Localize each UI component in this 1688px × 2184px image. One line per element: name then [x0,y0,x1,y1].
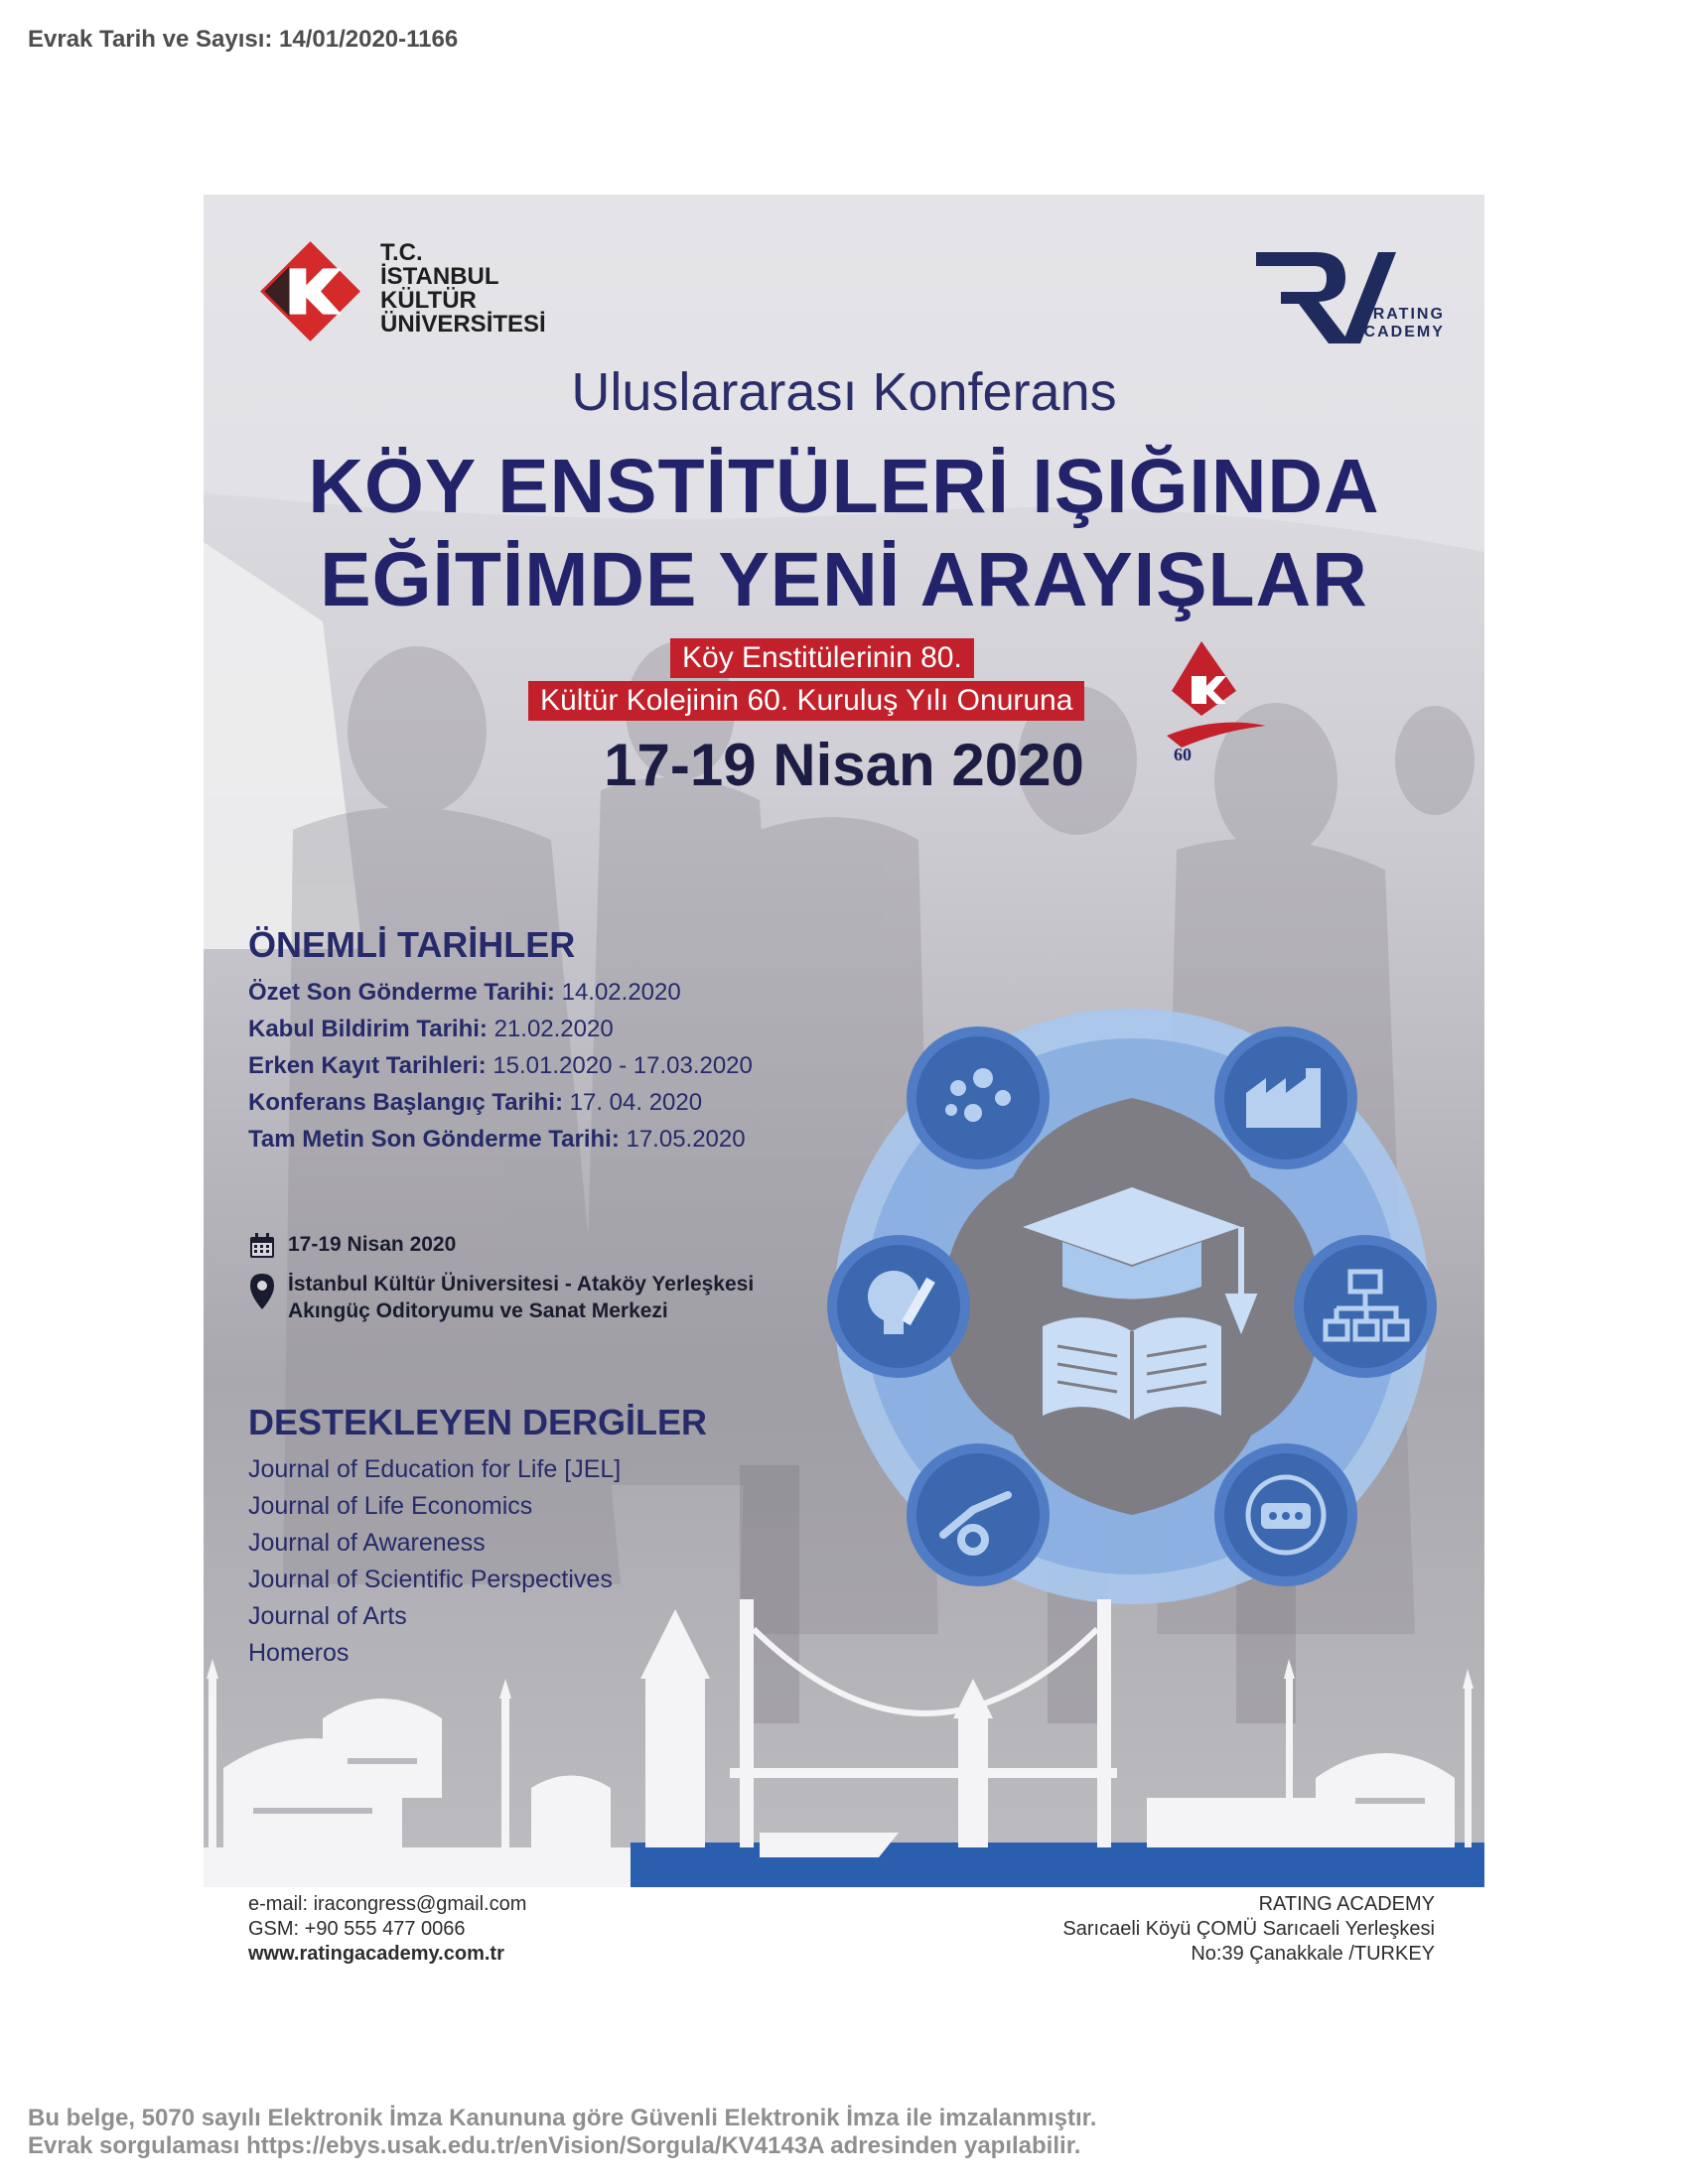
journal-item: Journal of Scientific Perspectives [248,1566,613,1593]
rating-academy-wordmark [1350,306,1445,341]
event-dates: 17-19 Nisan 2020 [604,732,1084,798]
important-date-item [248,1089,702,1117]
date-value: 17. 04. 2020 [569,1089,703,1116]
lightbulb-pencil-icon [827,1235,970,1378]
conference-title-line2: EĞİTİMDE YENİ ARAYIŞLAR [320,537,1368,622]
important-date-item [248,1126,746,1154]
kk-60-text: 60 [1174,745,1192,764]
important-dates-title: ÖNEMLİ TARİHLER [248,924,576,965]
date-label: Erken Kayıt Tarihleri: [248,1052,487,1079]
journal-item: Journal of Arts [248,1602,407,1630]
address-line3: No:39 Çanakkale /TURKEY [1191,1943,1435,1965]
date-label: Özet Son Gönderme Tarihi: [248,979,555,1006]
venue-location-line2: Akıngüç Oditoryumu ve Sanat Merkezi [288,1299,668,1322]
venue-location-line1: İstanbul Kültür Üniversitesi - Ataköy Yerleşkesi [288,1273,755,1296]
date-label: Kabul Bildirim Tarihi: [248,1016,488,1042]
venue-date-row [248,1232,765,1262]
contact-website: www.ratingacademy.com.tr [248,1943,504,1965]
conference-title-line1: KÖY ENSTİTÜLERİ IŞIĞINDA [308,444,1380,529]
date-value: 17.05.2020 [626,1126,746,1153]
university-line: İSTANBUL [380,263,499,290]
university-name [380,241,546,337]
date-value: 15.01.2020 - 17.03.2020 [492,1052,753,1079]
calendar-icon [248,1232,276,1266]
subtitle-line2: Kültür Kolejinin 60. Kuruluş Yılı Onuruna [528,681,1084,721]
organizer-address [1062,1892,1435,1967]
conference-poster [204,195,1484,1981]
e-signature-notice [28,2105,1096,2160]
robot-arm-icon [907,1443,1050,1586]
venue-location-row [248,1272,804,1327]
date-label: Konferans Başlangıç Tarihi: [248,1089,563,1116]
date-value: 21.02.2020 [493,1016,614,1042]
journal-item: Journal of Awareness [248,1529,486,1557]
date-value: 14.02.2020 [561,979,681,1006]
istanbul-kultur-university-logo [258,239,362,348]
important-date-item [248,1016,614,1043]
education-ring-graphic [824,999,1440,1619]
journal-item: Journal of Life Economics [248,1492,533,1520]
important-date-item [248,979,681,1007]
footer-line2: Evrak sorgulaması https://ebys.usak.edu.tr/enVision/Sorgula/KV4143A adresinden yapılabilir. [28,2132,1081,2159]
subtitle-line1: Köy Enstitülerinin 80. [670,638,974,678]
istanbul-skyline-illustration [204,1570,1484,1892]
important-date-item [248,1052,753,1080]
address-line2: Sarıcaeli Köyü ÇOMÜ Sarıcaeli Yerleşkesi [1062,1918,1435,1940]
journal-item: Homeros [248,1639,350,1667]
date-label: Tam Metin Son Gönderme Tarihi: [248,1126,620,1153]
factory-icon [1214,1026,1357,1169]
university-line: KÜLTÜR [380,287,477,314]
contact-info [248,1892,526,1967]
university-line: ÜNİVERSİTESİ [380,311,546,338]
address-line1: RATING ACADEMY [1258,1893,1435,1915]
contact-email: e-mail: iracongress@gmail.com [248,1893,527,1915]
ra-line: ACADEMY [1350,324,1445,341]
footer-line1: Bu belge, 5070 sayılı Elektronik İmza Kanununa göre Güvenli Elektronik İmza ile imzalanmıştır. [28,2105,1097,2131]
hierarchy-icon [1294,1235,1437,1378]
conference-type: Uluslararası Konferans [571,362,1117,422]
venue-date: 17-19 Nisan 2020 [288,1233,457,1256]
supporting-journals-title: DESTEKLEYEN DERGİLER [248,1402,708,1442]
map-pin-icon [248,1272,276,1317]
ra-line: RATING [1372,306,1445,323]
contact-gsm: GSM: +90 555 477 0066 [248,1918,466,1940]
university-line: T.C. [380,239,423,266]
brain-gear-icon [907,1026,1050,1169]
journal-item: Journal of Education for Life [JEL] [248,1455,622,1483]
document-number: Evrak Tarih ve Sayısı: 14/01/2020-1166 [28,26,459,53]
globe-chat-icon [1214,1443,1357,1586]
